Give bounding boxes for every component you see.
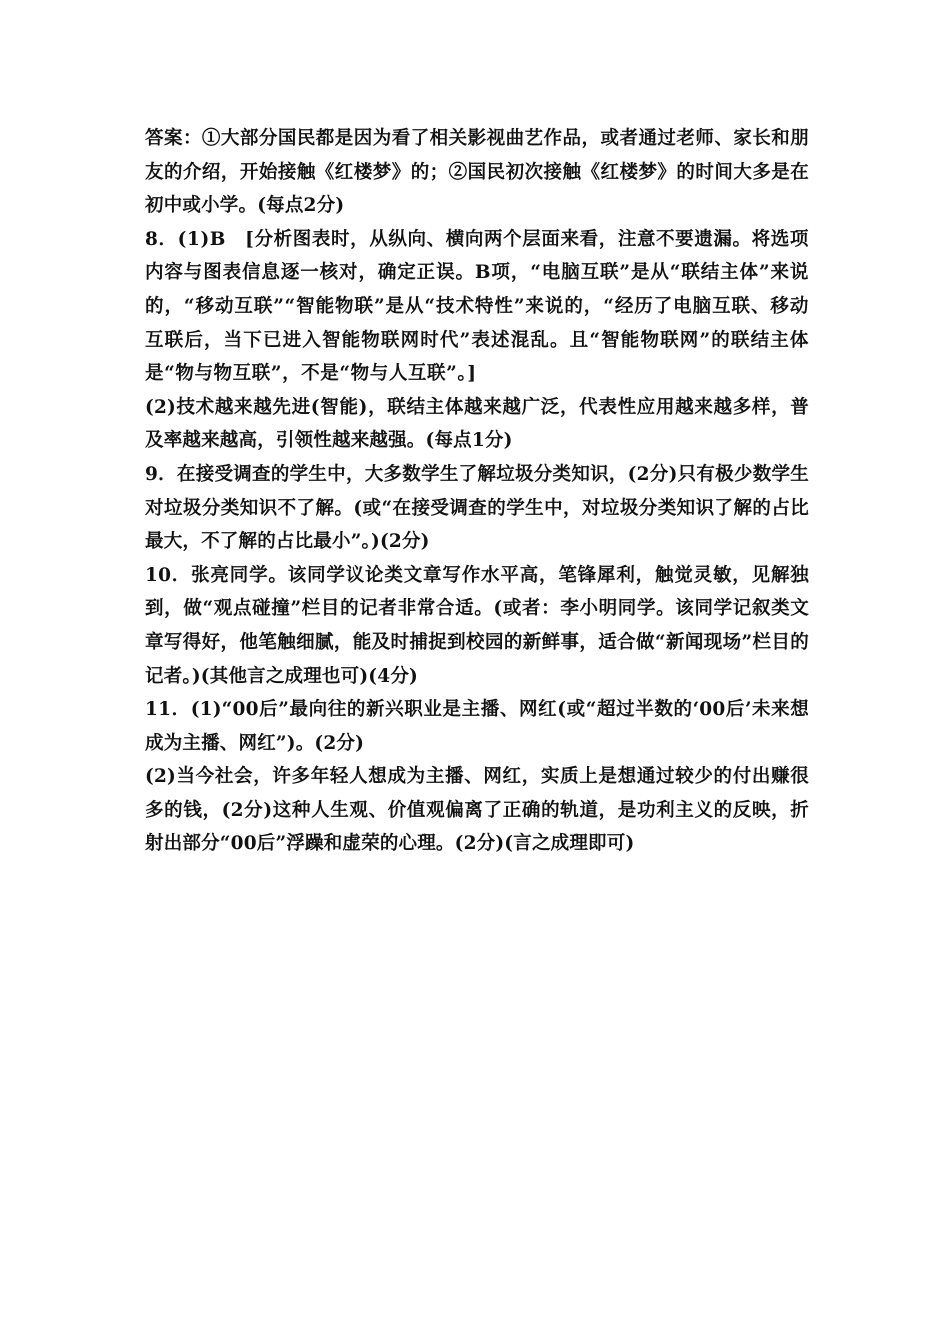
answer-paragraph: 答案：①大部分国民都是因为看了相关影视曲艺作品，或者通过老师、家长和朋友的介绍，开始接触《红楼梦》的；②国民初次接触《红楼梦》的时间大多是在初中或小学。(每点2分) bbox=[145, 128, 809, 217]
answer-document bbox=[145, 122, 809, 861]
answer-paragraph: 11．(1)“00后”最向往的新兴职业是主播、网红(或“超过半数的‘00后’未来想成为主播、网红”)。(2分) bbox=[145, 699, 809, 754]
answer-paragraph: 10．张亮同学。该同学议论类文章写作水平高，笔锋犀利，触觉灵敏，见解独到，做“观点碰撞”栏目的记者非常合适。(或者：李小明同学。该同学记叙类文章写得好，他笔触细腻，能及时捕捉到校园的新鲜事，适合做“新闻现场”栏目的记者。)(其他言之成理也可)(4分) bbox=[145, 564, 809, 687]
answer-paragraph: 9．在接受调查的学生中，大多数学生了解垃圾分类知识，(2分)只有极少数学生对垃圾分类知识不了解。(或“在接受调查的学生中，对垃圾分类知识了解的占比最大，不了解的占比最小”。)(2分) bbox=[145, 463, 809, 553]
answer-paragraph: (2)技术越来越先进(智能)，联结主体越来越广泛，代表性应用越来越多样，普及率越来越高，引领性越来越强。(每点1分) bbox=[145, 396, 809, 452]
answer-paragraph: (2)当今社会，许多年轻人想成为主播、网红，实质上是想通过较少的付出赚很多的钱，(2分)这种人生观、价值观偏离了正确的轨道，是功利主义的反映，折射出部分“00后”浮躁和虚荣的心理。(2分)(言之成理即可) bbox=[145, 766, 809, 855]
answer-paragraph: 8．(1)B [分析图表时，从纵向、横向两个层面来看，注意不要遗漏。将选项内容与图表信息逐一核对，确定正误。B项，“电脑互联”是从“联结主体”来说的，“移动互联”“智能物联”是从“技术特性”来说的，“经历了电脑互联、移动互联后，当下已进入智能物联网时代”表述混乱。且“智能物联网”的联结主体是“物与物互联”，不是“物与人互联”。] bbox=[145, 228, 809, 385]
